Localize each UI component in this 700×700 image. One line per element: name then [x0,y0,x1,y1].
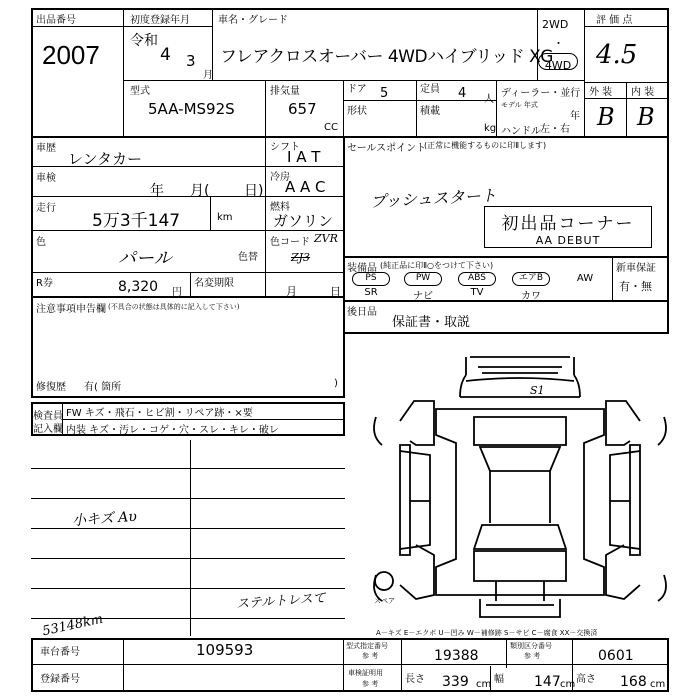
chassis-label: 車台番号 [40,647,80,658]
width-label: 幅 [494,674,504,685]
drive-4wd: 4WD [544,59,572,72]
color-label: 色 [36,237,46,248]
divider [31,196,345,197]
fuel-label: 燃料 [270,202,290,213]
int-label: 内 装 [631,87,655,98]
inspection-label: 車検 [36,173,56,184]
ext-label: 外 装 [589,87,613,98]
equip-tv: TV [470,287,484,298]
drive-4wd-circled [538,53,578,70]
car-name-label: 車名・グレード [218,15,288,26]
sales-handwritten: プッシュスタート [369,185,498,212]
divider [584,26,669,27]
divider [62,419,345,420]
inspection-month: 月( [190,183,210,199]
load-label: 積載 [420,106,440,117]
width-cm: cm [560,679,576,690]
door-label: ドア [347,84,367,95]
expiry-day: 日 [330,285,341,298]
divider [31,272,345,273]
recycle-value: 8,320 [118,279,159,295]
new-car-value: 有・無 [619,280,652,293]
length-label: 長さ [405,674,425,685]
length-cm: cm [476,679,492,690]
notice-label: 注意事項申告欄 [36,304,106,315]
ruled-line [31,498,345,499]
model-label: 型式 [130,86,150,97]
era: 令和 [130,33,158,49]
divider [343,100,496,101]
class-label-a: 類別区分番号 [510,642,552,650]
ext-score: B [597,103,615,131]
width-value: 147 [534,674,561,690]
history-value: レンタカー [68,150,143,168]
displacement-label: 排気量 [270,86,300,97]
yen-unit: 円 [172,287,182,298]
spare-label: スペア [374,597,395,605]
divider [190,440,191,636]
mileage-value: 5万3千147 [92,211,181,231]
expiry-month: 月 [286,285,297,298]
cc-unit: CC [324,122,338,133]
shift-label: シフト [270,142,300,153]
debut-stamp [484,206,652,248]
debut-stamp-main: 初出品コーナー [501,214,635,234]
inspector-label-1: 検査員 [33,411,63,422]
divider [31,26,123,27]
month-unit: 月 [203,70,213,81]
after-value: 保証書・取説 [392,315,471,330]
type-label-a: 型式指定番号 [346,642,388,650]
divider [210,196,211,230]
shift-value: I A T [287,148,321,166]
ruled-line [31,468,345,469]
divider [123,638,124,692]
inspection-year: 年 [150,183,164,199]
divider [612,256,613,302]
equipment-sub: (純正品に印Ⅱ○をつけて下さい) [380,261,494,270]
ruled-line [31,558,345,559]
scribble-1: 小キズ Aυ [71,508,138,530]
km-unit: km [217,212,233,223]
score: 4.5 [596,40,638,70]
capacity: 4 [458,86,467,101]
int-score: B [637,103,655,131]
equip-aw: AW [576,273,594,284]
color-code-old: ZJ3 [291,251,311,264]
new-car-label: 新車保証 [616,263,656,274]
equip-airbag: エアB [512,272,550,286]
divider [265,136,266,298]
height-cm: cm [650,679,666,690]
capacity-label: 定員 [420,84,440,95]
recycle-label: R券 [36,278,53,289]
type-label-b: 参 考 [362,652,379,660]
length-value: 339 [442,674,469,690]
type-number: 19388 [434,648,479,664]
first-reg-label: 初度登録年月 [130,15,190,26]
cert-label-a: 車検証明用 [348,669,383,677]
cert-label-b: 参 考 [362,680,379,688]
scribble-3: 53148km [41,611,105,640]
drive-dot: ・ [553,37,564,50]
shape-label: 形状 [347,106,367,117]
car-damage-diagram [370,345,670,620]
car-name: フレアクロスオーバー 4WDハイブリッド XG [220,47,553,67]
drive-2wd: 2WD [542,18,569,31]
repair-value: 有( 箇所 [84,382,122,393]
person-unit: 人 [484,94,494,105]
chassis-number: 109593 [196,641,254,659]
class-label-b: 参 考 [524,652,541,660]
divider [496,80,497,136]
color-code-label: 色コード [270,237,310,248]
divider [626,82,627,136]
history-label: 車歴 [36,143,56,154]
diagram-mark-s1: S1 [530,384,545,397]
color-value: パール [118,248,172,269]
equip-pw: PW [404,272,442,286]
divider [416,80,417,136]
displacement: 657 [288,100,317,118]
reg-month: 3 [186,52,196,70]
notice-sub: (不具合の状態は具体的に記入して下さい) [108,303,240,311]
class-number: 0601 [598,648,634,664]
repair-close: ) [334,378,338,389]
height-label: 高さ [576,674,596,685]
debut-stamp-sub: AA DEBUT [535,234,601,247]
divider [31,664,669,665]
color-change-label: 色替 [238,252,258,263]
after-label: 後日品 [347,307,377,318]
divider [343,638,344,692]
sales-point-label: セールスポイント [347,143,427,154]
inspection-day: 日) [244,183,264,199]
divider [584,8,585,136]
height-value: 168 [620,674,647,690]
divider [190,272,191,298]
divider [343,80,344,136]
ac-label: 冷房 [270,172,290,183]
inspector-label-2: 記入欄 [33,424,63,435]
divider [401,638,402,692]
dealer-label: ディーラー・並行 [501,88,581,99]
handle-label: ハンドル [501,126,541,137]
year-unit: 年 [570,111,580,122]
lot-number: 2007 [42,40,100,70]
divider [265,80,266,136]
color-code: ZVR [314,232,338,245]
kg-unit: kg [484,123,497,134]
scribble-2: ステルトレスて [235,590,327,613]
sales-point-sub: (正常に機能するものに印Ⅱします) [424,141,547,150]
expiry-label: 名変期限 [194,278,234,289]
inspector-row-1: FW キズ・飛石・ヒビ割・リペア跡・×要 [66,408,253,419]
reg-year: 4 [160,45,171,65]
equip-ps: PS [352,272,390,286]
equip-sr: SR [364,287,378,298]
divider [123,8,124,136]
ac-value: A A C [285,178,326,196]
inspector-row-2: 内装 キズ・汚レ・コゲ・穴・スレ・キレ・破レ [66,425,279,436]
equip-abs: ABS [458,272,496,286]
divider [123,26,212,27]
damage-legend: A－キズ E－エクボ U－凹み W－補修跡 S－サビ C－腐食 XX－交換済 [376,629,598,637]
doors: 5 [380,86,389,101]
handle-value: 左・右 [540,124,570,135]
fuel-value: ガソリン [273,212,334,230]
reg-label: 登録番号 [40,674,80,685]
grade-label: 評 価 点 [596,15,633,26]
repair-label: 修復歴 [36,382,66,393]
model: 5AA-MS92S [148,100,235,118]
mileage-label: 走行 [36,203,56,214]
model-year-label: モデル 年式 [501,101,538,109]
equip-navi: ナビ [413,291,433,302]
lot-label: 出品番号 [36,15,76,26]
equipment-label: 装備品 [347,263,377,274]
equip-leather: カワ [521,291,541,302]
